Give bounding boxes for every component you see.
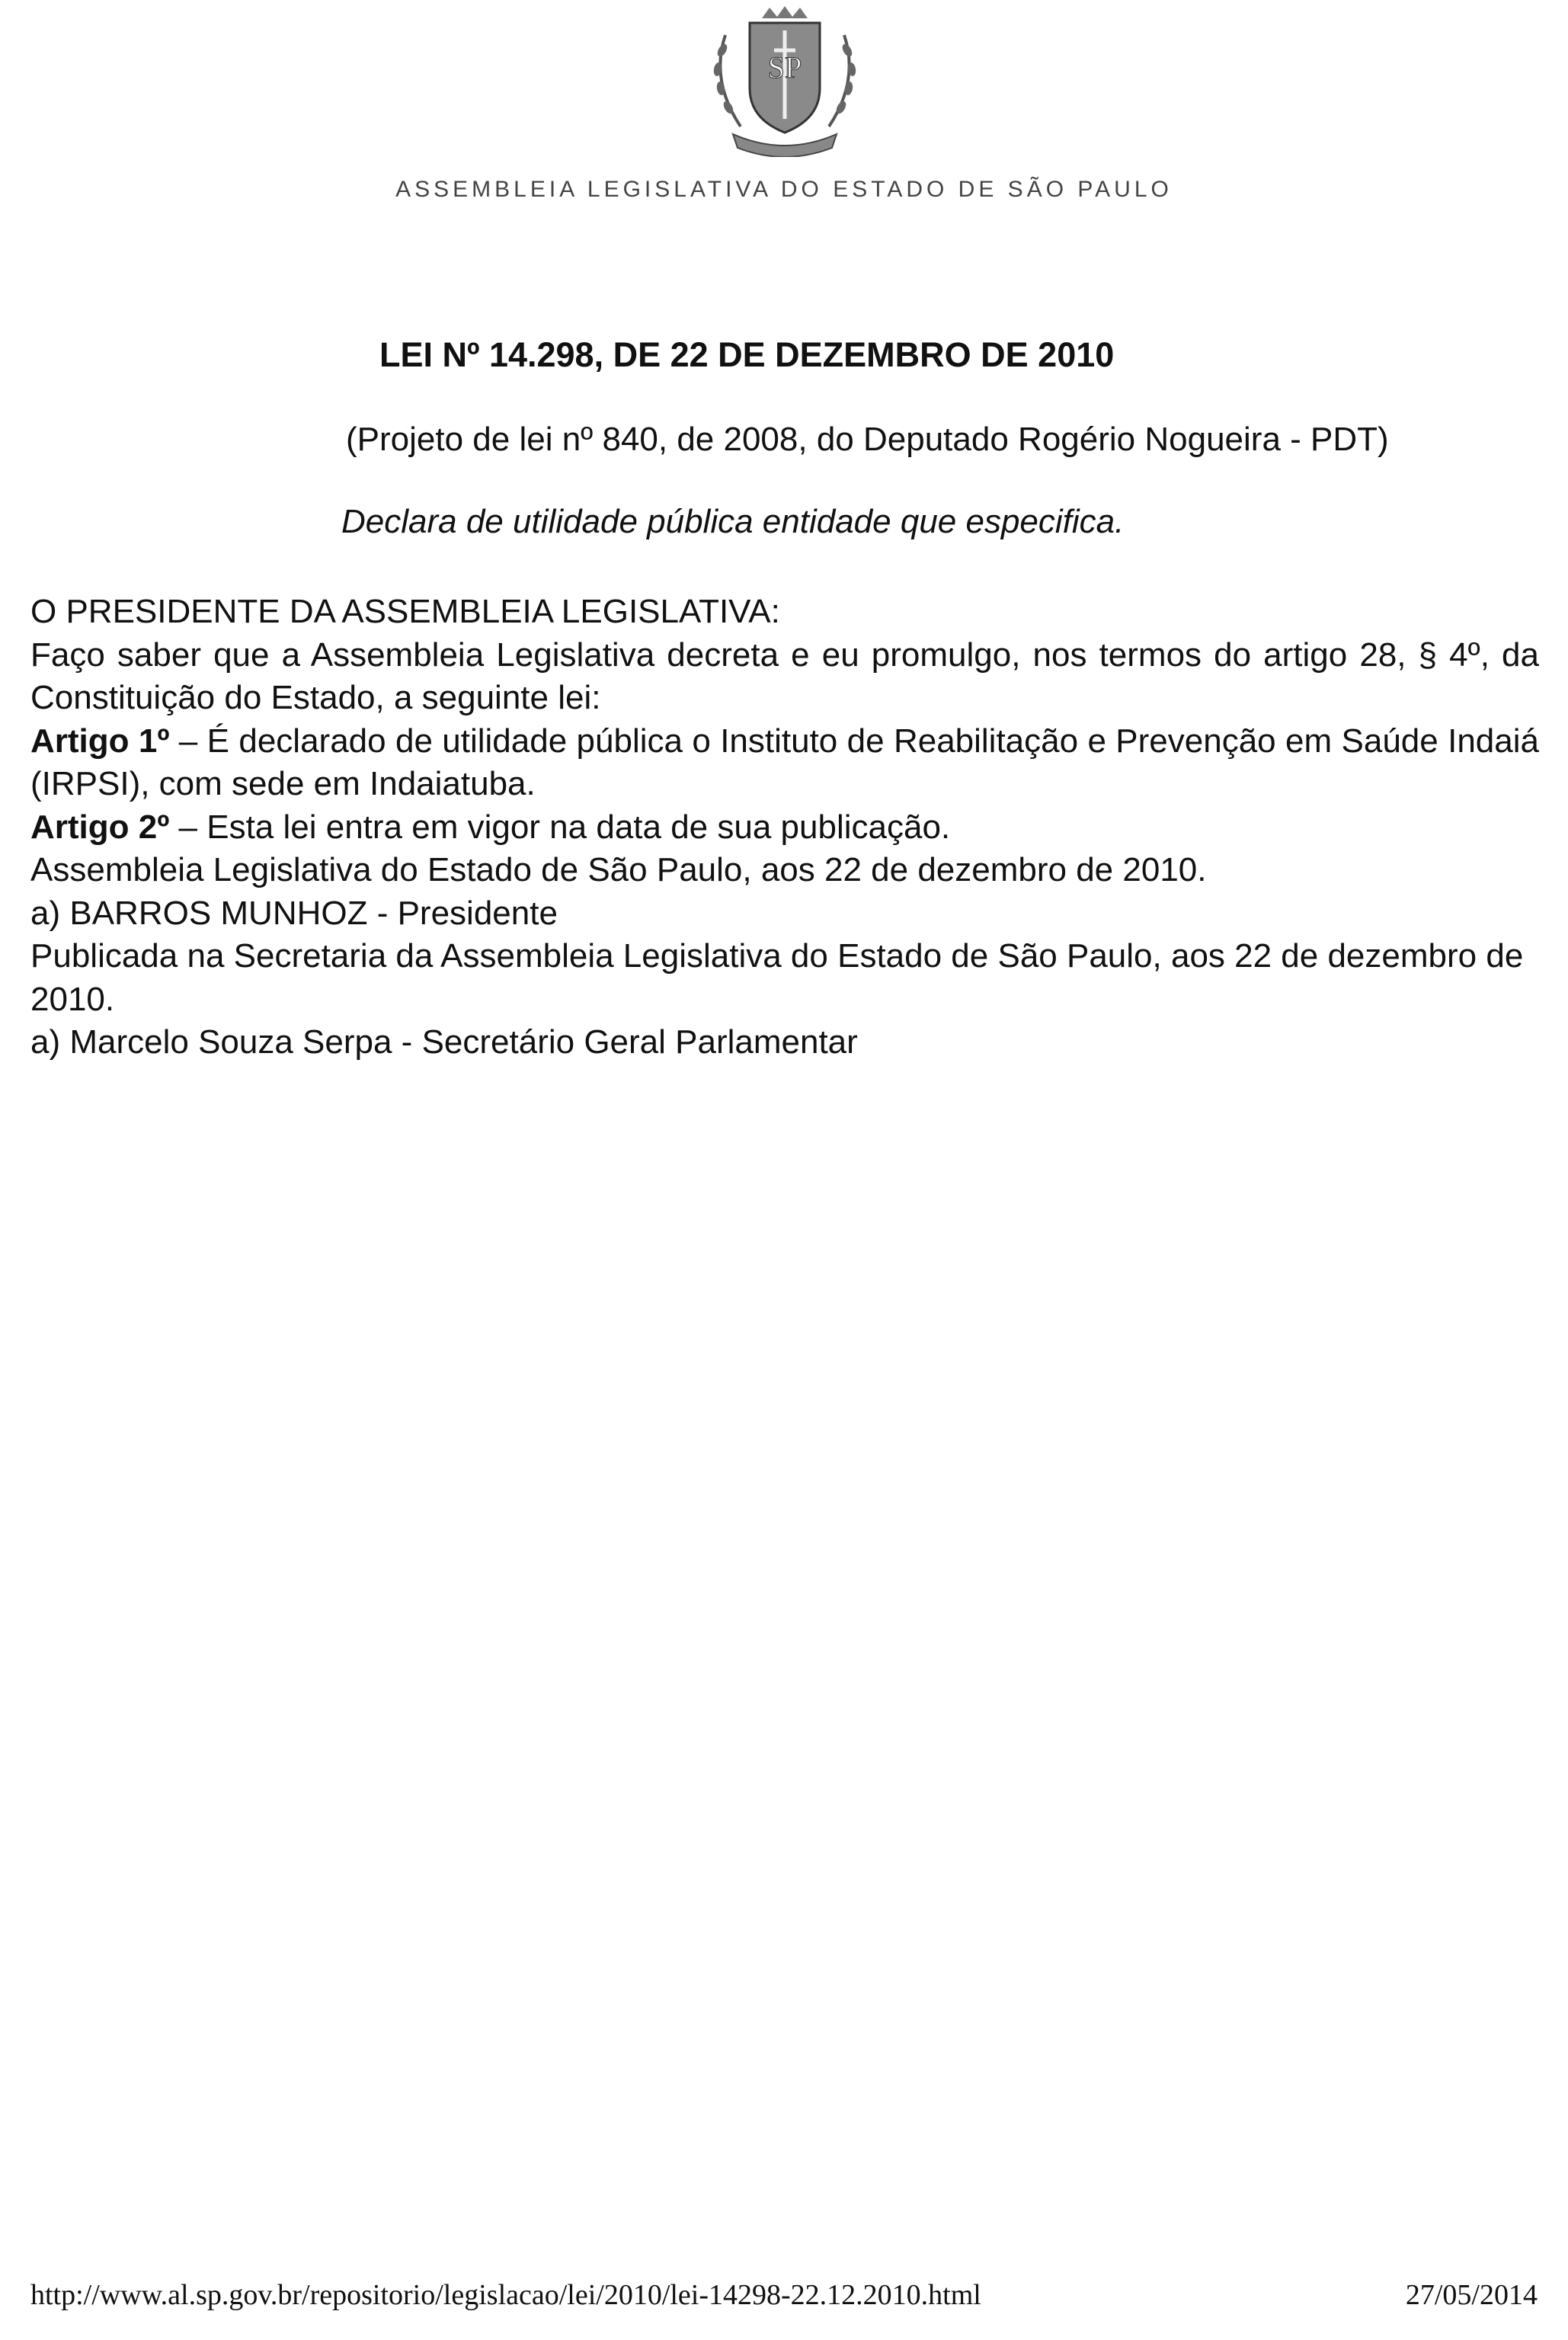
article-2-text: – Esta lei entra em vigor na data de sua publicação. [169,808,951,846]
secretary-signature: a) Marcelo Souza Serpa - Secretário Geral Parlamentar [30,1023,858,1061]
law-body [30,591,1539,1064]
project-reference: (Projeto de lei nº 840, de 2008, do Deputado Rogério Nogueira - PDT) [346,421,1389,458]
article-1 [30,720,1539,806]
president-heading: O PRESIDENTE DA ASSEMBLEIA LEGISLATIVA: [30,593,780,630]
place-date: Assembleia Legislativa do Estado de São Paulo, aos 22 de dezembro de 2010. [30,851,1207,888]
print-date: 27/05/2014 [1405,2279,1538,2311]
article-1-label: Artigo 1º [30,722,170,760]
president-signature: a) BARROS MUNHOZ - Presidente [30,894,558,932]
preamble: Faço saber que a Assembleia Legislativa decreta e eu promulgo, nos termos do artigo 28, § 4º, da Constituição do Estado, a seguinte lei: [30,635,1539,716]
sao-paulo-coat-of-arms-icon [695,5,875,157]
assembly-name: ASSEMBLEIA LEGISLATIVA DO ESTADO DE SÃO PAULO [395,177,1173,202]
article-1-text: – É declarado de utilidade pública o Instituto de Reabilitação e Prevenção em Saúde Indaiá (IRPSI), com sede em Indaiatuba. [30,722,1539,802]
publication-note: Publicada na Secretaria da Assembleia Legislativa do Estado de São Paulo, aos 22 de dezembro de 2010. [30,937,1524,1018]
article-2-label: Artigo 2º [30,808,170,846]
law-title: LEI Nº 14.298, DE 22 DE DEZEMBRO DE 2010 [379,335,1115,374]
article-2 [30,806,1539,850]
svg-text:SP: SP [767,50,802,85]
law-summary: Declara de utilidade pública entidade que especifica. [341,503,1125,540]
source-url-link[interactable]: http://www.al.sp.gov.br/repositorio/legislacao/lei/2010/lei-14298-22.12.2010.html [30,2279,981,2311]
